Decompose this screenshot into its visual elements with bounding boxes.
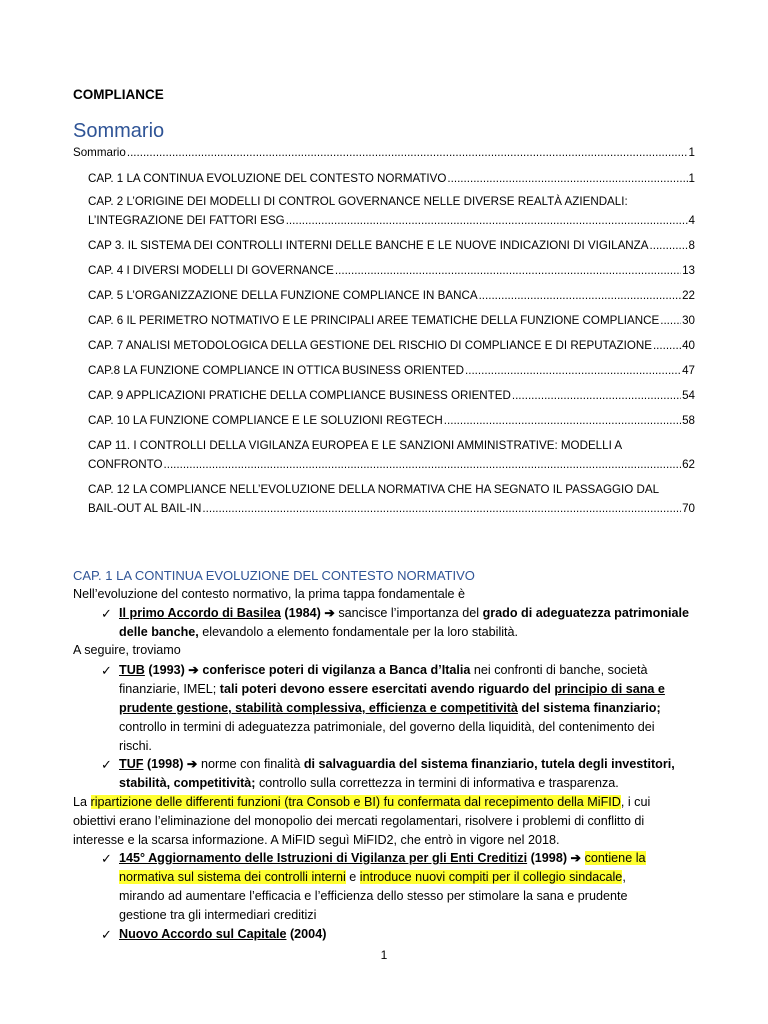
toc-entry-line1[interactable]: CAP. 2 L’ORIGINE DEI MODELLI DI CONTROL GOVERNANCE NELLE DIVERSE REALTÀ AZIENDALI: <box>88 195 628 208</box>
toc-entry[interactable]: CAP. 7 ANALISI METODOLOGICA DELLA GESTIONE DEL RISCHIO DI COMPLIANCE E DI REPUTAZIONE ..... 40 <box>88 339 695 352</box>
toc-entry[interactable]: BAIL-OUT AL BAIL-IN ..... 70 <box>88 502 695 515</box>
toc-heading: Sommario <box>73 120 165 142</box>
chapter-heading: CAP. 1 LA CONTINUA EVOLUZIONE DEL CONTESTO NORMATIVO <box>73 568 475 583</box>
bullet-tub: TUB (1993) ➔ conferisce poteri di vigilanza a Banca d’Italia nei confronti di banche, società finanziarie, IMEL; tali poteri devono essere esercitati avendo riguardo del principio di sana e prudente gestione, stabilità complessiva, efficienza e competitività del sistema finanziario; controllo in termini di adeguatezza patrimoniale, del governo della liquidità, del contenimento dei rischi. <box>119 663 665 753</box>
document-title: COMPLIANCE <box>73 87 164 102</box>
toc-entry[interactable]: L’INTEGRAZIONE DEI FATTORI ESG ..... 4 <box>88 214 695 227</box>
toc-entry[interactable]: CAP. 10 LA FUNZIONE COMPLIANCE E LE SOLUZIONI REGTECH ..... 58 <box>88 414 695 427</box>
toc-entry[interactable]: CAP. 6 IL PERIMETRO NOTMATIVO E LE PRINCIPALI AREE TEMATICHE DELLA FUNZIONE COMPLIANCE ..... 30 <box>88 314 695 327</box>
checkmark-icon: ✓ <box>101 606 112 621</box>
toc-entry[interactable]: CAP.8 LA FUNZIONE COMPLIANCE IN OTTICA BUSINESS ORIENTED ..... 47 <box>88 364 695 377</box>
paragraph-mifid: La ripartizione delle differenti funzioni (tra Consob e BI) fu confermata dal recepimento della MiFID, i cui obiettivi erano l’eliminazione del monopolio dei mercati regolamentari, risolvere i problemi di conflitto di interesse e la scarsa informazione. A MiFID seguì MiFID2, che entrò in vigore nel 2018. <box>73 795 651 847</box>
toc-entry[interactable]: CAP. 4 I DIVERSI MODELLI DI GOVERNANCE ..... 13 <box>88 264 695 277</box>
intro-paragraph: Nell’evoluzione del contesto normativo, la prima tappa fondamentale è <box>73 587 466 601</box>
toc-entry[interactable]: CAP. 1 LA CONTINUA EVOLUZIONE DEL CONTESTO NORMATIVO ..... 1 <box>88 172 695 185</box>
bullet-tuf: TUF (1998) ➔ norme con finalità di salvaguardia del sistema finanziario, tutela degli investitori, stabilità, competitività; controllo sulla correttezza in termini di informativa e trasparenza. <box>119 757 675 790</box>
bullet-nuovo-accordo: Nuovo Accordo sul Capitale (2004) <box>119 927 327 941</box>
checkmark-icon: ✓ <box>101 757 112 772</box>
toc-entry[interactable]: CAP. 5 L’ORGANIZZAZIONE DELLA FUNZIONE COMPLIANCE IN BANCA ..... 22 <box>88 289 695 302</box>
checkmark-icon: ✓ <box>101 927 112 942</box>
toc-entry[interactable]: CONFRONTO ..... 62 <box>88 458 695 471</box>
toc-entry[interactable]: Sommario ..... 1 <box>73 146 695 159</box>
toc-entry[interactable]: CAP. 9 APPLICAZIONI PRATICHE DELLA COMPLIANCE BUSINESS ORIENTED ..... 54 <box>88 389 695 402</box>
toc-entry-line1[interactable]: CAP 11. I CONTROLLI DELLA VIGILANZA EUROPEA E LE SANZIONI AMMINISTRATIVE: MODELLI A <box>88 439 623 452</box>
paragraph-seguire: A seguire, troviamo <box>73 643 181 657</box>
toc-entry[interactable]: CAP 3. IL SISTEMA DEI CONTROLLI INTERNI DELLE BANCHE E LE NUOVE INDICAZIONI DI VIGILANZA ..... 8 <box>88 239 695 252</box>
page-number: 1 <box>380 948 388 962</box>
bullet-basilea: Il primo Accordo di Basilea (1984) ➔ sancisce l’importanza del grado di adeguatezza patrimoniale delle banche, elevandolo a elemento fondamentale per la loro stabilità. <box>119 606 690 639</box>
bullet-145-aggiornamento: 145° Aggiornamento delle Istruzioni di Vigilanza per gli Enti Creditizi (1998) ➔ contiene la normativa sul sistema dei controlli interni e introduce nuovi compiti per il collegio sindacale, mirando ad aumentare l’efficacia e l’efficienza dello stesso per stimolare la sana e prudente gestione tra gli intermediari creditizi <box>119 851 646 922</box>
checkmark-icon: ✓ <box>101 663 112 678</box>
checkmark-icon: ✓ <box>101 851 112 866</box>
toc-entry-line1[interactable]: CAP. 12 LA COMPLIANCE NELL’EVOLUZIONE DELLA NORMATIVA CHE HA SEGNATO IL PASSAGGIO DAL <box>88 483 660 496</box>
